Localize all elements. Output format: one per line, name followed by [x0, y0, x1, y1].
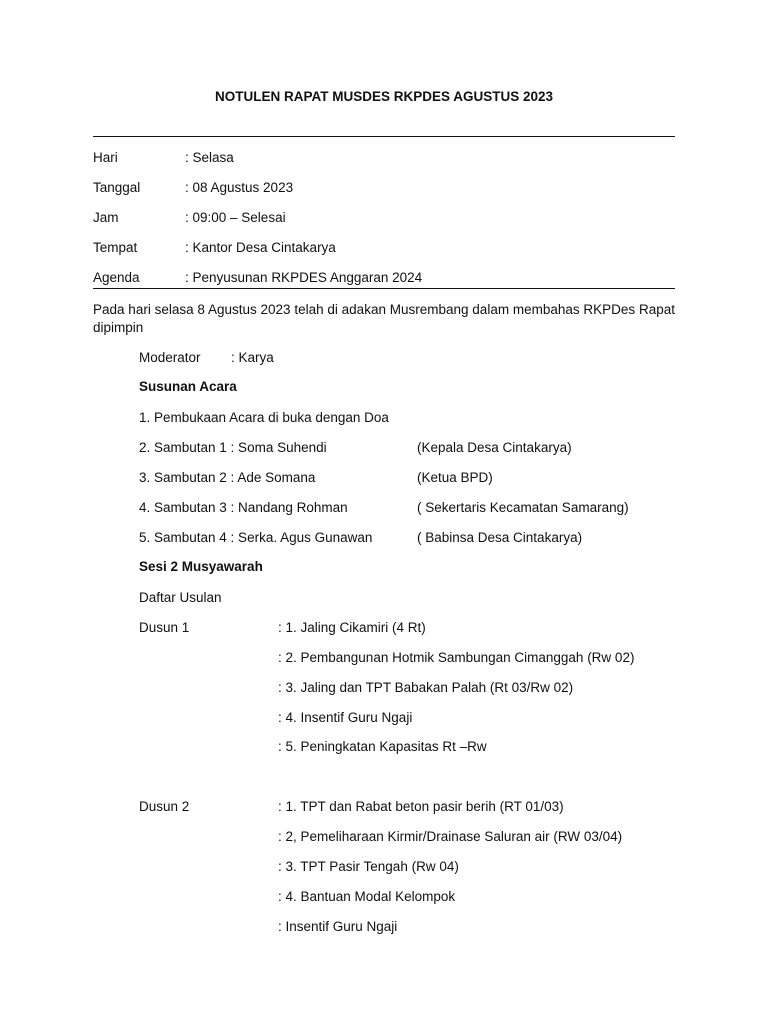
info-value-tempat: : Kantor Desa Cintakarya: [185, 240, 336, 255]
info-value-tanggal: : 08 Agustus 2023: [185, 180, 294, 195]
agenda-item: 4. Sambutan 3 : Nandang Rohman: [139, 500, 348, 515]
top-divider: [93, 136, 675, 137]
dusun-2-item: : Insentif Guru Ngaji: [278, 919, 398, 934]
dusun-1-item: : 1. Jaling Cikamiri (4 Rt): [278, 620, 426, 635]
info-divider: [93, 288, 675, 289]
agenda-item: 2. Sambutan 1 : Soma Suhendi: [139, 440, 327, 455]
info-label-jam: Jam: [93, 210, 119, 225]
susunan-acara-heading: Susunan Acara: [139, 379, 237, 394]
dusun-2-item: : 4. Bantuan Modal Kelompok: [278, 889, 456, 904]
info-label-tanggal: Tanggal: [93, 180, 141, 195]
dusun-1-item: : 5. Peningkatan Kapasitas Rt –Rw: [278, 739, 487, 754]
info-label-hari: Hari: [93, 150, 118, 165]
info-value-agenda: : Penyusunan RKPDES Anggaran 2024: [185, 270, 423, 285]
page-title: NOTULEN RAPAT MUSDES RKPDES AGUSTUS 2023: [214, 89, 554, 104]
sesi-heading: Sesi 2 Musyawarah: [139, 559, 263, 574]
dusun-1-item: : 2. Pembangunan Hotmik Sambungan Cimanggah (Rw 02): [278, 650, 635, 665]
info-label-agenda: Agenda: [93, 270, 140, 285]
info-value-hari: : Selasa: [185, 150, 234, 165]
agenda-item: 3. Sambutan 2 : Ade Somana: [139, 470, 316, 485]
daftar-usulan-label: Daftar Usulan: [139, 590, 222, 605]
intro-paragraph: Pada hari selasa 8 Agustus 2023 telah di adakan Musrembang dalam membahas RKPDes Rapat dipimpin: [93, 302, 675, 335]
dusun-2-label: Dusun 2: [139, 799, 190, 814]
dusun-1-item: : 3. Jaling dan TPT Babakan Palah (Rt 03/Rw 02): [278, 680, 574, 695]
agenda-item: 5. Sambutan 4 : Serka. Agus Gunawan: [139, 530, 373, 545]
dusun-1-item: : 4. Insentif Guru Ngaji: [278, 710, 413, 725]
agenda-item-role: ( Babinsa Desa Cintakarya): [417, 530, 583, 545]
dusun-1-label: Dusun 1: [139, 620, 190, 635]
dusun-2-item: : 2, Pemeliharaan Kirmir/Drainase Saluran air (RW 03/04): [278, 829, 623, 844]
moderator-value: : Karya: [231, 350, 274, 365]
agenda-item: 1. Pembukaan Acara di buka dengan Doa: [139, 410, 389, 425]
info-value-jam: : 09:00 – Selesai: [185, 210, 286, 225]
dusun-2-item: : 3. TPT Pasir Tengah (Rw 04): [278, 859, 459, 874]
agenda-item-role: (Kepala Desa Cintakarya): [417, 440, 572, 455]
info-label-tempat: Tempat: [93, 240, 138, 255]
dusun-2-item: : 1. TPT dan Rabat beton pasir berih (RT 01/03): [278, 799, 564, 814]
agenda-item-role: ( Sekertaris Kecamatan Samarang): [417, 500, 629, 515]
agenda-item-role: (Ketua BPD): [417, 470, 493, 485]
moderator-label: Moderator: [139, 350, 201, 365]
